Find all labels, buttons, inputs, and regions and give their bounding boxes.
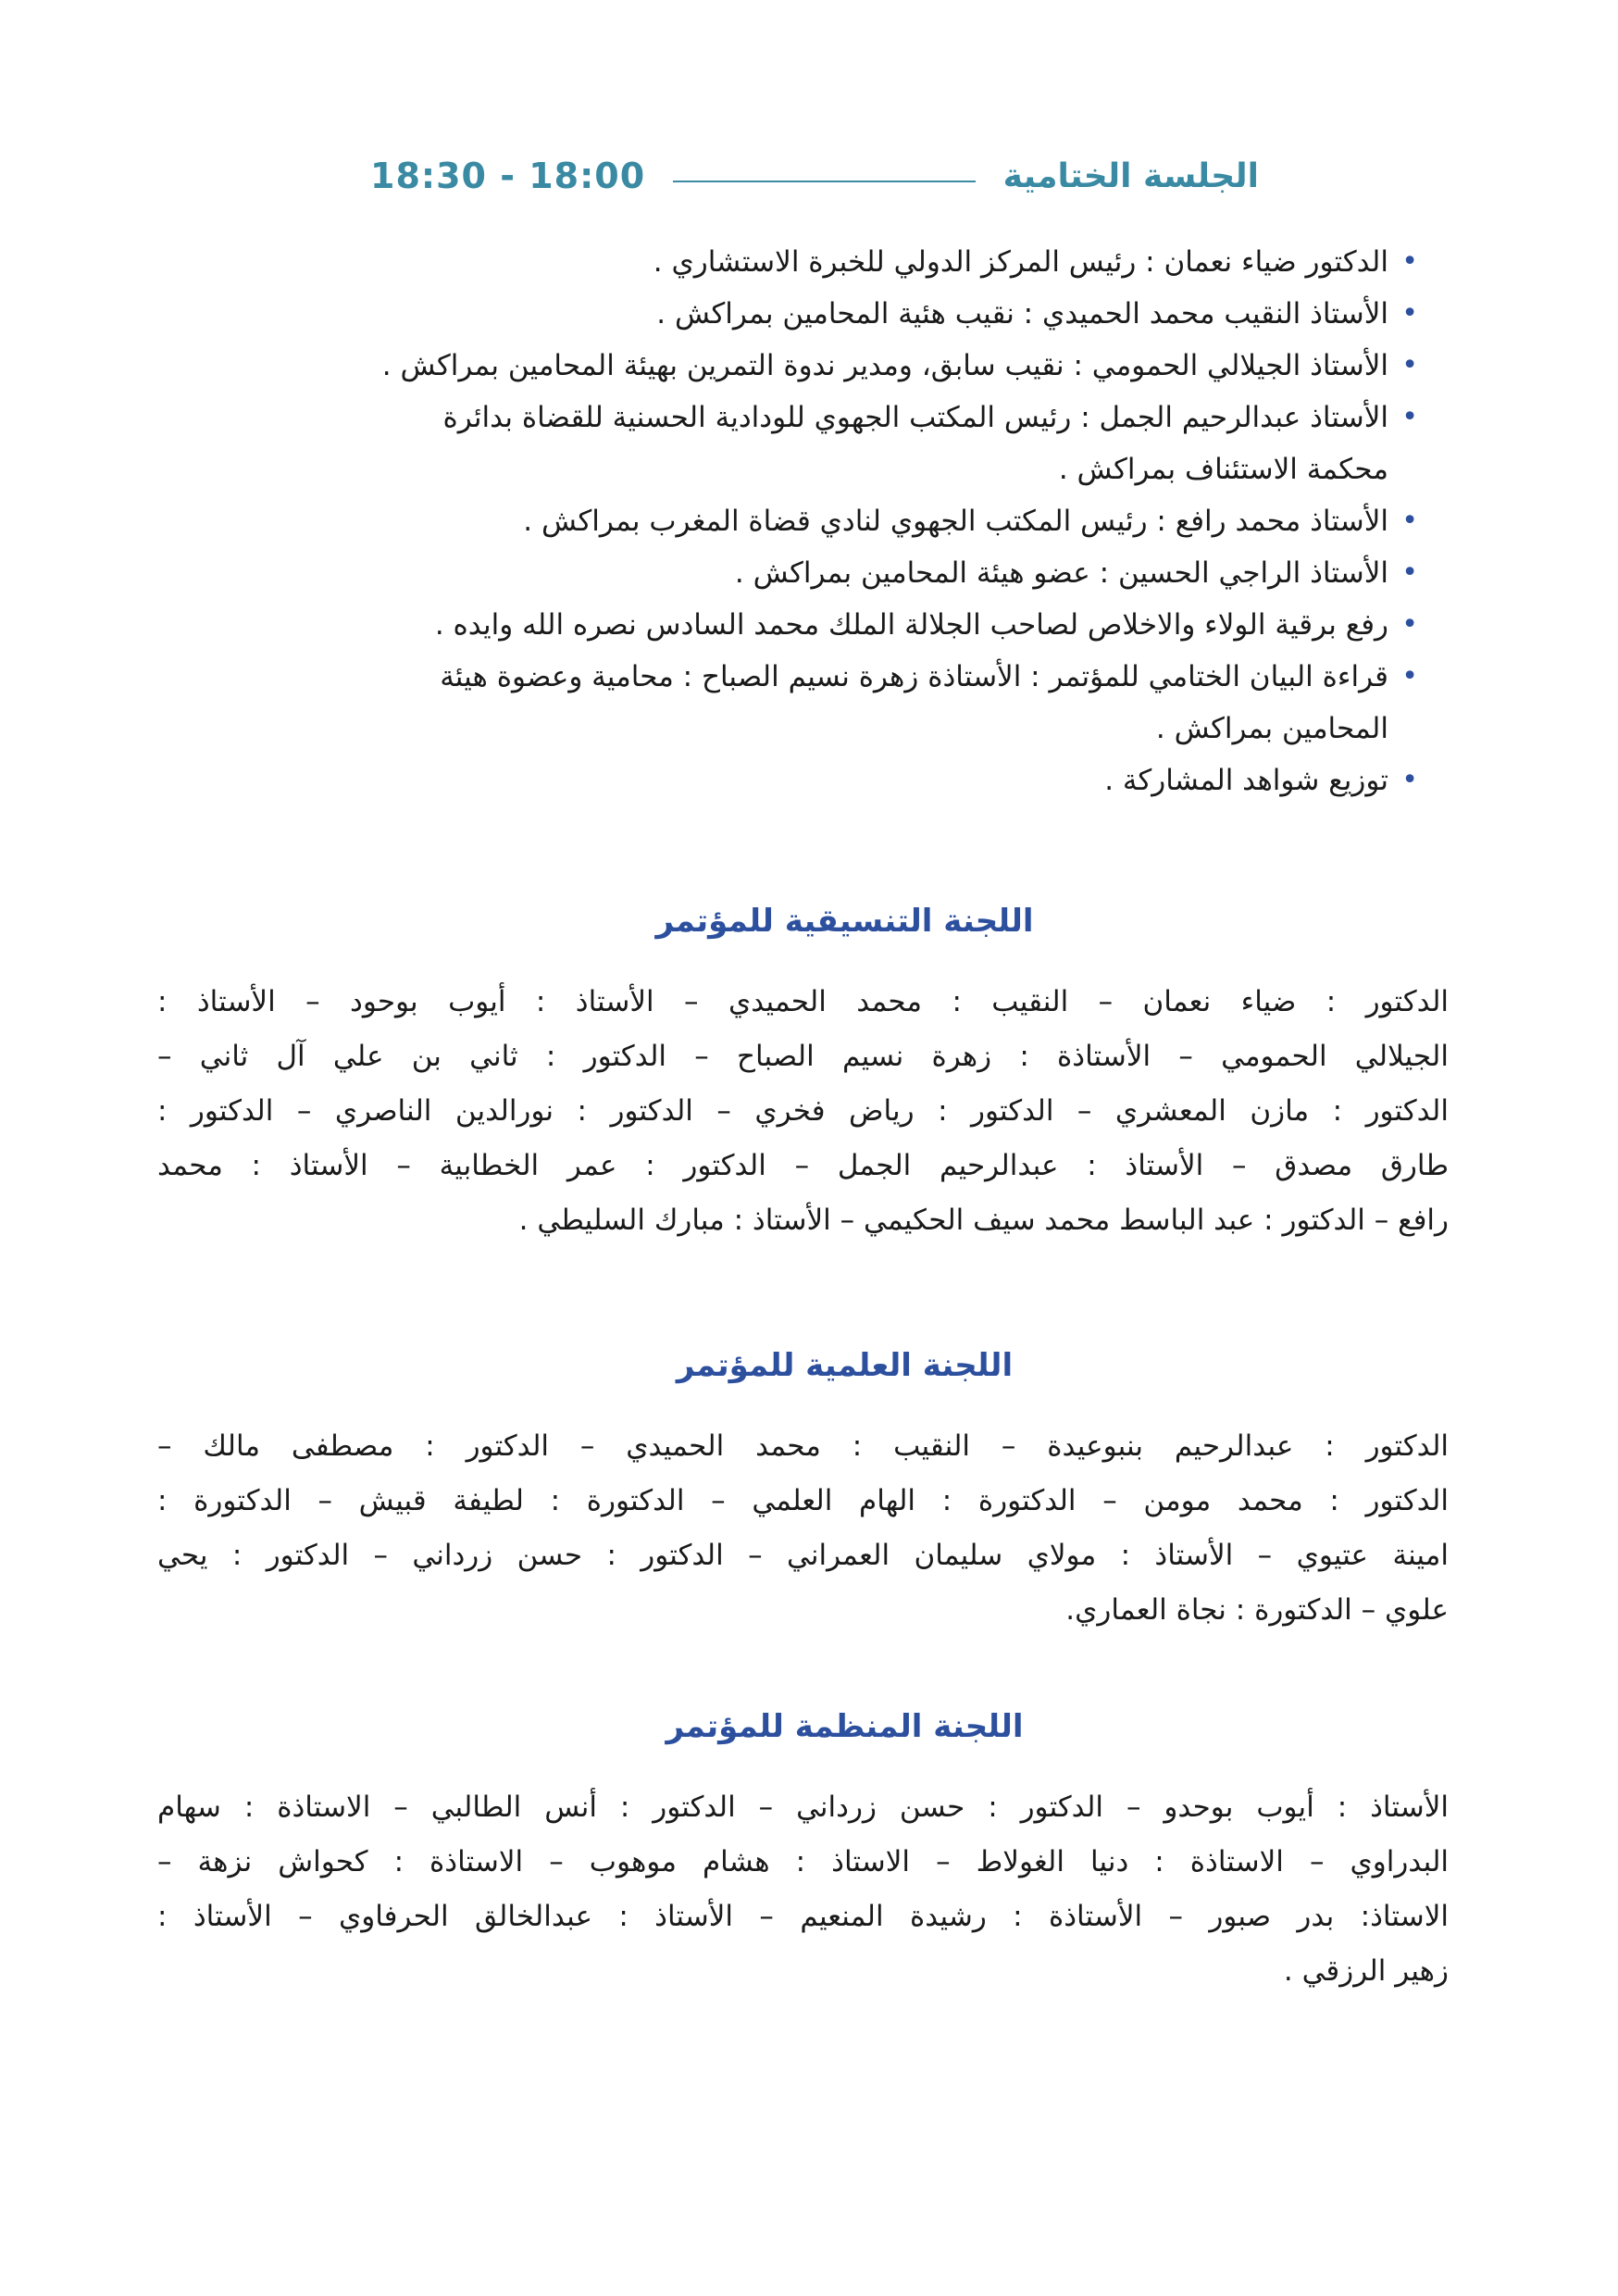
organizing-committee-members bbox=[157, 1780, 1449, 1999]
organizing-committee bbox=[157, 1708, 1449, 1999]
member-line: الأستاذ : أيوب بوحدو – الدكتور : حسن زرداني – الدكتور : أنس الطالبي – الاستاذة : سهام bbox=[157, 1791, 1449, 1824]
bullet-icon: • bbox=[1401, 297, 1418, 330]
bullet-icon: • bbox=[1401, 608, 1418, 641]
member-line: الجيلالي الحمومي – الأستاذة : زهرة نسيم الصباح – الدكتور : ثاني بن علي آل ثاني – bbox=[157, 1040, 1449, 1073]
agenda-item-text: محكمة الاستئناف بمراكش . bbox=[1058, 453, 1388, 486]
member-line: زهير الرزقي . bbox=[1283, 1954, 1449, 1988]
member-line: الدكتور : ضياء نعمان – النقيب : محمد الحميدي – الأستاذ : أيوب بوحود – الأستاذ : bbox=[157, 985, 1449, 1018]
coordination-committee-title: اللجنة التنسيقية للمؤتمر bbox=[655, 903, 1034, 940]
member-line: الاستاذ: بدر صبور – الأستاذة : رشيدة المنعيم – الأستاذ : عبدالخالق الحرفاوي – الأستاذ : bbox=[157, 1900, 1449, 1933]
agenda-item bbox=[139, 651, 1425, 755]
member-line: الدكتور : مازن المعشري – الدكتور : رياض فخري – الدكتور : نورالدين الناصري – الدكتور : bbox=[157, 1094, 1449, 1128]
session-title: الجلسة الختامية bbox=[1002, 156, 1259, 195]
agenda-item bbox=[139, 755, 1425, 806]
agenda-item bbox=[139, 340, 1425, 392]
agenda-item bbox=[139, 288, 1425, 340]
coordination-committee bbox=[157, 903, 1449, 1248]
agenda-item bbox=[139, 495, 1425, 547]
bullet-icon: • bbox=[1401, 349, 1418, 381]
bullet-icon: • bbox=[1401, 245, 1418, 278]
bullet-icon: • bbox=[1401, 401, 1418, 433]
bullet-icon: • bbox=[1401, 660, 1418, 693]
member-line: امينة عتيوي – الأستاذ : مولاي سليمان العمراني – الدكتور : حسن زرداني – الدكتور : يحي bbox=[157, 1539, 1449, 1572]
agenda-item-text: الأستاذ الراجي الحسين : عضو هيئة المحامين بمراكش . bbox=[734, 556, 1388, 590]
scientific-committee-members bbox=[157, 1419, 1449, 1638]
member-line: طارق مصدق – الأستاذ : عبدالرحيم الجمل – الدكتور : عمر الخطابية – الأستاذ : محمد bbox=[157, 1149, 1449, 1182]
agenda-item-text: المحامين بمراكش . bbox=[1155, 712, 1388, 745]
agenda-list bbox=[139, 236, 1425, 806]
organizing-committee-title: اللجنة المنظمة للمؤتمر bbox=[666, 1708, 1024, 1745]
bullet-icon: • bbox=[1401, 764, 1418, 796]
agenda-item-text: الأستاذ النقيب محمد الحميدي : نقيب هئية المحامين بمراكش . bbox=[656, 297, 1388, 331]
session-divider bbox=[673, 181, 976, 182]
member-line: الدكتور : عبدالرحيم بنبوعيدة – النقيب : محمد الحميدي – الدكتور : مصطفى مالك – bbox=[157, 1429, 1449, 1463]
agenda-item bbox=[139, 236, 1425, 288]
agenda-item-text: الأستاذ الجيلالي الحمومي : نقيب سابق، ومدير ندوة التمرين بهيئة المحامين بمراكش . bbox=[381, 349, 1388, 382]
agenda-item bbox=[139, 599, 1425, 651]
agenda-item bbox=[139, 392, 1425, 495]
session-header bbox=[370, 148, 1259, 204]
agenda-item-text: رفع برقية الولاء والاخلاص لصاحب الجلالة الملك محمد السادس نصره الله وايده . bbox=[434, 608, 1388, 642]
agenda-item-text: توزيع شواهد المشاركة . bbox=[1104, 764, 1388, 797]
agenda-item bbox=[139, 547, 1425, 599]
scientific-committee bbox=[157, 1347, 1449, 1638]
agenda-item-text: قراءة البيان الختامي للمؤتمر : الأستاذة زهرة نسيم الصباح : محامية وعضوة هيئة bbox=[440, 660, 1388, 693]
bullet-icon: • bbox=[1401, 556, 1418, 589]
member-line: علوي – الدكتورة : نجاة العماري. bbox=[1065, 1593, 1449, 1627]
bullet-icon: • bbox=[1401, 505, 1418, 537]
coordination-committee-members bbox=[157, 975, 1449, 1248]
session-time: 18:30 - 18:00 bbox=[370, 156, 646, 196]
scientific-committee-title: اللجنة العلمية للمؤتمر bbox=[676, 1347, 1014, 1384]
member-line: البدراوي – الاستاذة : دنيا الغولاط – الاستاذ : هشام موهوب – الاستاذة : كحواش نزهة – bbox=[157, 1845, 1449, 1878]
agenda-item-text: الأستاذ عبدالرحيم الجمل : رئيس المكتب الجهوي للودادية الحسنية للقضاة بدائرة bbox=[442, 401, 1388, 434]
member-line: الدكتور : محمد مومن – الدكتورة : الهام العلمي – الدكتورة : لطيفة قبيش – الدكتورة : bbox=[157, 1484, 1449, 1517]
member-line: رافع – الدكتور : عبد الباسط محمد سيف الحكيمي – الأستاذ : مبارك السليطي . bbox=[518, 1204, 1449, 1237]
agenda-item-text: الأستاذ محمد رافع : رئيس المكتب الجهوي لنادي قضاة المغرب بمراكش . bbox=[523, 505, 1388, 538]
agenda-item-text: الدكتور ضياء نعمان : رئيس المركز الدولي للخبرة الاستشاري . bbox=[653, 245, 1388, 279]
